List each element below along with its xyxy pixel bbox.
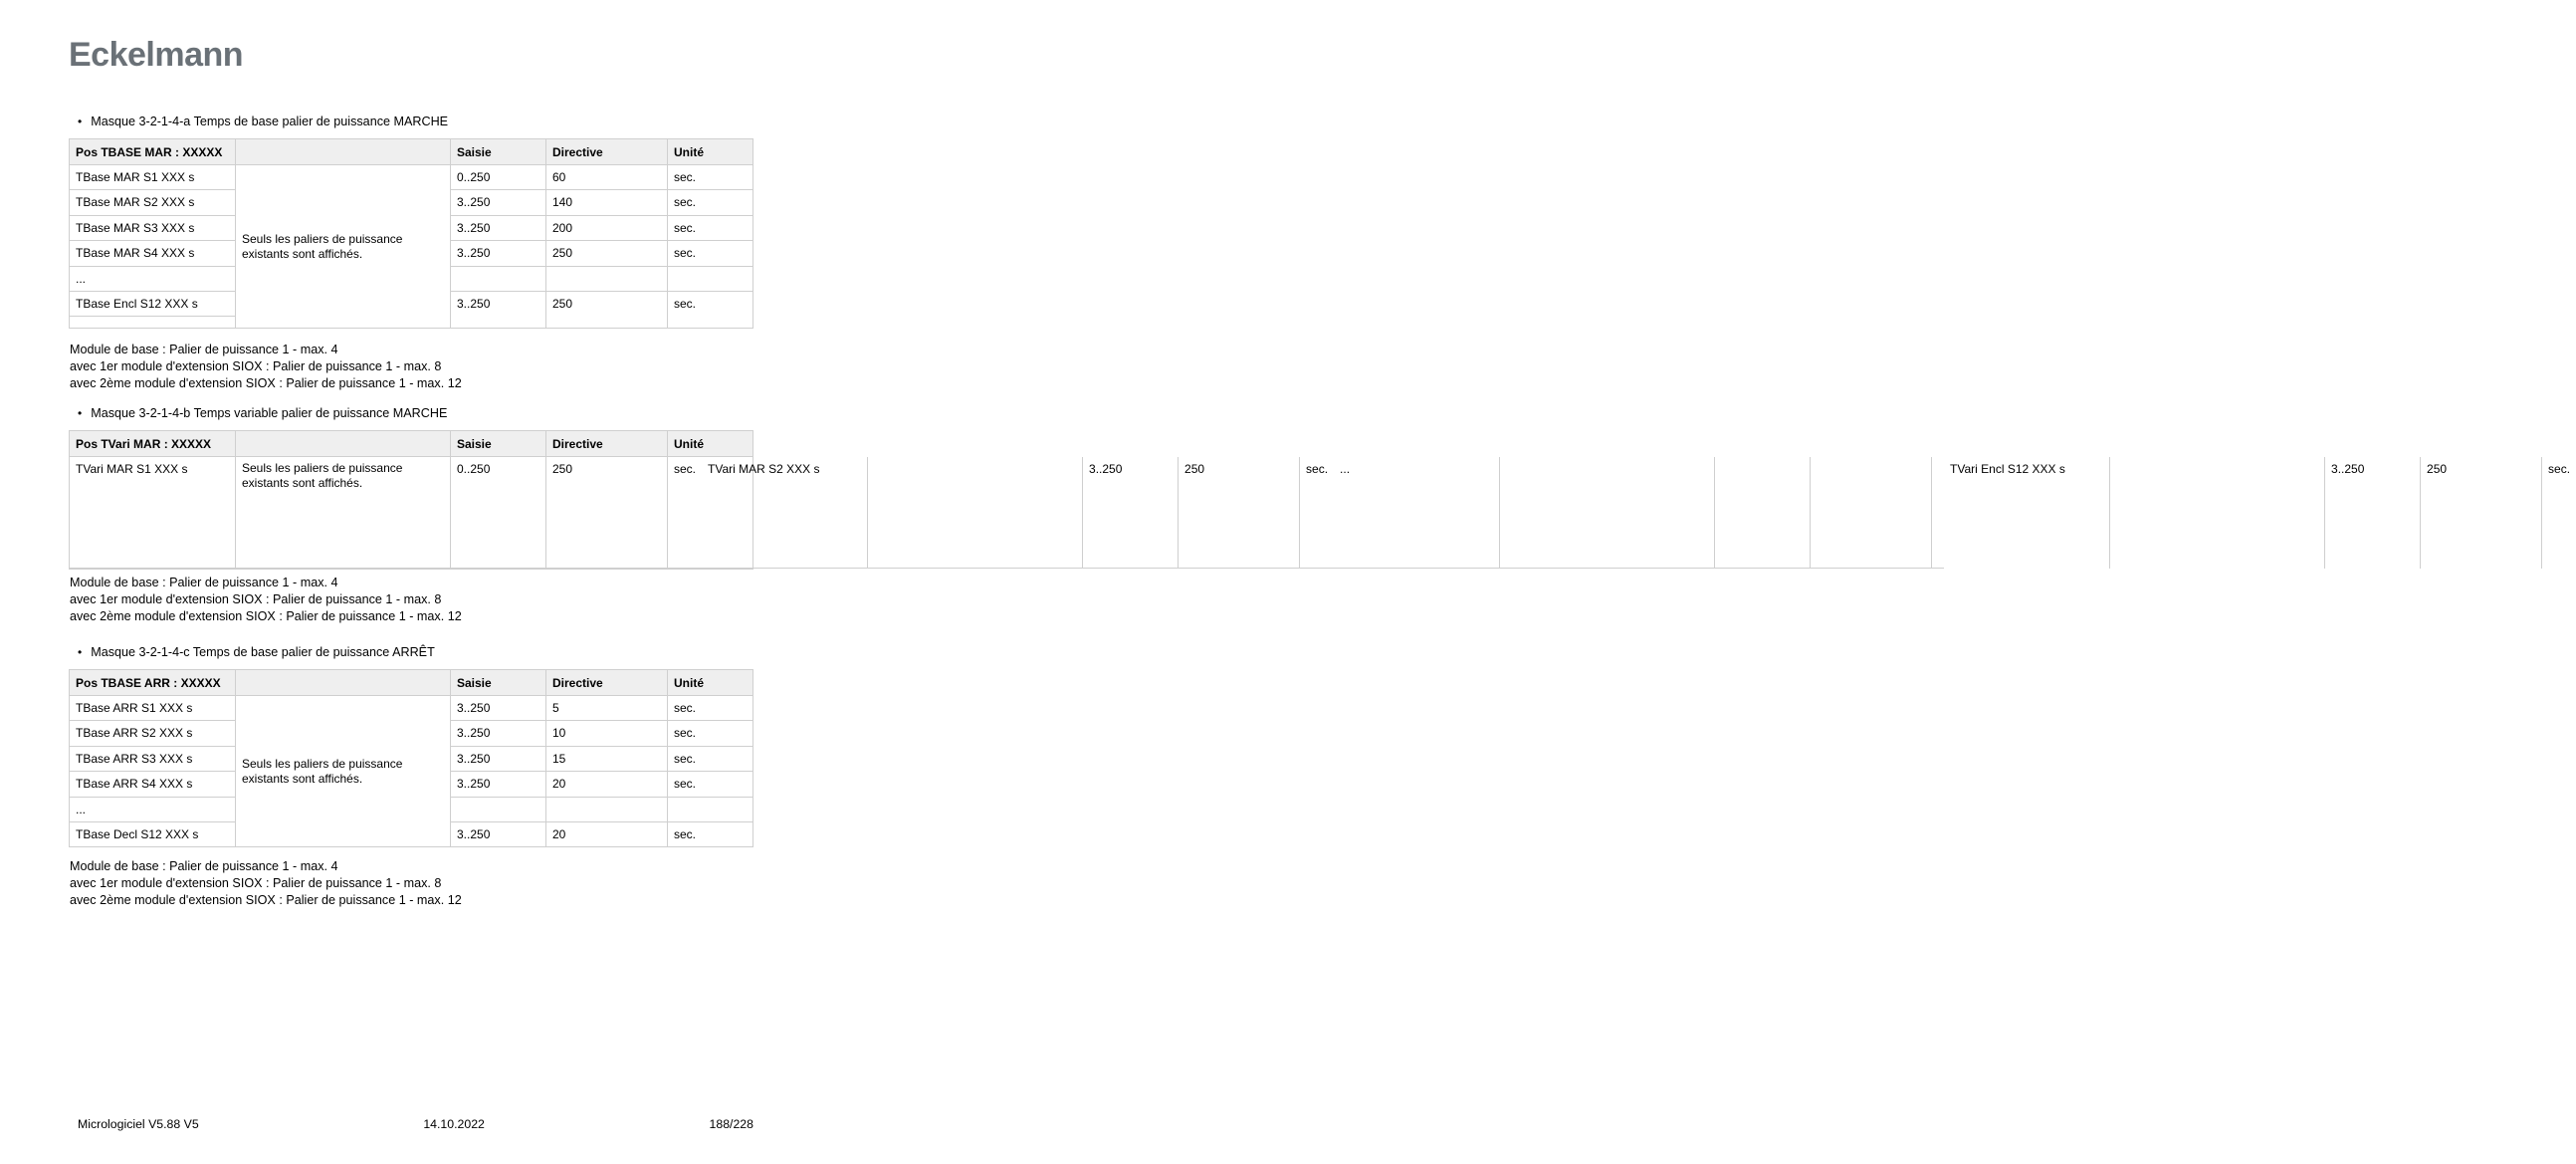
values-row xyxy=(451,696,752,721)
module-note-line: Module de base : Palier de puissance 1 - max. 4 xyxy=(70,576,338,589)
cell-unite xyxy=(668,267,752,291)
cell-label: TBase MAR S4 XXX s xyxy=(70,241,235,266)
cell-label: TBase Encl S12 XXX s xyxy=(70,292,235,317)
cell-unite: sec. xyxy=(674,826,697,841)
header-cell-spacer xyxy=(236,670,451,695)
cell-saisie: 3..250 xyxy=(451,721,546,745)
table-row xyxy=(1944,457,2576,569)
cell-saisie: 3..250 xyxy=(451,292,546,328)
cell-saisie: 3..250 xyxy=(451,216,546,240)
table-header-row xyxy=(70,139,752,165)
module-note-line: avec 2ème module d'extension SIOX : Palier de puissance 1 - max. 12 xyxy=(70,609,462,623)
section-heading-a-text: Masque 3-2-1-4-a Temps de base palier de puissance MARCHE xyxy=(91,115,449,128)
table-row xyxy=(702,457,1334,569)
table-row xyxy=(70,457,702,569)
module-note-line: avec 2ème module d'extension SIOX : Palier de puissance 1 - max. 12 xyxy=(70,376,462,390)
label-column xyxy=(70,165,236,328)
cell-label: TBase MAR S2 XXX s xyxy=(70,190,235,215)
header-cell-unite: Unité xyxy=(674,145,704,159)
cell-saisie: 3..250 xyxy=(451,696,546,720)
table-body xyxy=(70,696,752,846)
cell-directive: 250 xyxy=(546,292,668,328)
cell-unite: sec. xyxy=(674,462,697,476)
table-body xyxy=(70,165,752,328)
cell-directive: 10 xyxy=(546,721,668,745)
cell-description xyxy=(1500,457,1715,568)
cell-unite: sec. xyxy=(2548,462,2571,476)
header-cell-directive: Directive xyxy=(546,670,668,695)
cell-saisie xyxy=(451,798,546,821)
cell-unite: sec. xyxy=(1306,462,1329,476)
module-note-line: Module de base : Palier de puissance 1 - max. 4 xyxy=(70,859,338,873)
cell-directive xyxy=(546,267,668,291)
cell-directive: 20 xyxy=(546,772,668,796)
cell-unite: sec. xyxy=(674,296,697,311)
section-heading-b xyxy=(78,405,447,422)
cell-label: ... xyxy=(1334,457,1500,568)
values-row xyxy=(451,292,752,328)
cell-directive: 250 xyxy=(1179,457,1300,568)
cell-label: TBase Decl S12 XXX s xyxy=(76,826,199,841)
cell-saisie: 3..250 xyxy=(451,190,546,214)
table-tbase-mar xyxy=(69,138,753,329)
description-merged-cell xyxy=(236,165,451,328)
values-row xyxy=(451,267,752,292)
cell-directive: 15 xyxy=(546,747,668,771)
values-row xyxy=(451,190,752,215)
label-column xyxy=(70,696,236,846)
values-column-group xyxy=(451,165,752,328)
cell-description xyxy=(2110,457,2325,569)
values-row xyxy=(451,165,752,190)
eckelmann-logo: Eckelmann xyxy=(69,36,244,74)
footer-version: Micrologiciel V5.88 V5 xyxy=(78,1117,199,1131)
cell-label: TVari MAR S2 XXX s xyxy=(702,457,868,568)
cell-unite: sec. xyxy=(674,701,697,715)
module-note-line: avec 1er module d'extension SIOX : Palier de puissance 1 - max. 8 xyxy=(70,359,442,373)
cell-unite: sec. xyxy=(674,220,697,235)
module-note-b xyxy=(70,575,462,625)
header-cell-unite: Unité xyxy=(674,437,704,451)
module-note-line: Module de base : Palier de puissance 1 - max. 4 xyxy=(70,343,338,356)
cell-directive: 20 xyxy=(546,822,668,846)
cell-unite xyxy=(668,798,752,821)
bullet-icon: • xyxy=(78,645,83,659)
bullet-icon: • xyxy=(78,115,83,128)
module-note-line: avec 2ème module d'extension SIOX : Palier de puissance 1 - max. 12 xyxy=(70,893,462,907)
cell-label: TBase ARR S2 XXX s xyxy=(70,721,235,746)
header-cell-pos: Pos TBASE MAR : XXXXX xyxy=(70,139,236,164)
cell-label: ... xyxy=(70,798,235,822)
cell-directive: 60 xyxy=(546,165,668,189)
description-merged-cell xyxy=(236,696,451,846)
header-cell-directive: Directive xyxy=(546,139,668,164)
cell-label: TBase ARR S3 XXX s xyxy=(70,747,235,772)
footer-date: 14.10.2022 xyxy=(423,1117,485,1131)
bullet-icon: • xyxy=(78,406,83,420)
table-header-row xyxy=(70,670,752,696)
values-row xyxy=(451,798,752,822)
cell-unite: sec. xyxy=(674,170,697,184)
cell-saisie xyxy=(451,267,546,291)
cell-directive: 5 xyxy=(546,696,668,720)
cell-description: Seuls les paliers de puissance existants sont affichés. xyxy=(236,457,451,568)
section-heading-a xyxy=(78,114,448,130)
cell-saisie: 3..250 xyxy=(2325,457,2421,569)
table-row xyxy=(1334,457,1944,569)
cell-saisie: 0..250 xyxy=(451,457,546,568)
cell-label: TBase ARR S1 XXX s xyxy=(70,696,235,721)
cell-label: ... xyxy=(70,267,235,292)
header-cell-directive: Directive xyxy=(546,431,668,456)
cell-unite: sec. xyxy=(674,751,697,766)
header-cell-spacer xyxy=(236,139,451,164)
description-text: Seuls les paliers de puissance existants sont affichés. xyxy=(242,231,403,261)
cell-directive: 200 xyxy=(546,216,668,240)
cell-unite xyxy=(1932,457,1944,568)
header-cell-saisie: Saisie xyxy=(451,139,546,164)
cell-saisie: 3..250 xyxy=(1083,457,1179,568)
values-row xyxy=(451,747,752,772)
header-cell-pos: Pos TVari MAR : XXXXX xyxy=(70,431,236,456)
section-heading-b-text: Masque 3-2-1-4-b Temps variable palier de puissance MARCHE xyxy=(91,406,448,420)
cell-saisie xyxy=(1715,457,1811,568)
header-cell-pos: Pos TBASE ARR : XXXXX xyxy=(70,670,236,695)
cell-saisie: 3..250 xyxy=(451,241,546,265)
footer-page-number: 188/228 xyxy=(709,1117,753,1131)
section-heading-c xyxy=(78,644,435,661)
module-note-line: avec 1er module d'extension SIOX : Palier de puissance 1 - max. 8 xyxy=(70,876,442,890)
cell-label: TBase ARR S4 XXX s xyxy=(70,772,235,797)
module-note-line: avec 1er module d'extension SIOX : Palier de puissance 1 - max. 8 xyxy=(70,592,442,606)
values-row xyxy=(451,216,752,241)
cell-unite: sec. xyxy=(674,195,697,210)
values-row xyxy=(451,721,752,746)
cell-saisie: 3..250 xyxy=(451,747,546,771)
module-note-c xyxy=(70,858,462,909)
table-header-row xyxy=(70,431,752,457)
cell-saisie: 3..250 xyxy=(451,822,546,846)
cell-directive xyxy=(546,798,668,821)
cell-unite: sec. xyxy=(674,726,697,741)
header-cell-unite: Unité xyxy=(674,676,704,690)
table-body xyxy=(70,457,2571,569)
section-heading-c-text: Masque 3-2-1-4-c Temps de base palier de puissance ARRÊT xyxy=(91,645,435,659)
values-row xyxy=(451,241,752,266)
cell-label: TVari MAR S1 XXX s xyxy=(70,457,236,568)
header-cell-saisie: Saisie xyxy=(451,670,546,695)
values-row xyxy=(451,772,752,797)
cell-directive: 250 xyxy=(546,241,668,265)
cell-directive: 250 xyxy=(546,457,668,568)
values-column-group xyxy=(451,696,752,846)
description-text: Seuls les paliers de puissance existants sont affichés. xyxy=(242,756,403,786)
values-row xyxy=(451,822,752,846)
cell-saisie: 3..250 xyxy=(451,772,546,796)
module-note-a xyxy=(70,342,462,392)
cell-directive: 140 xyxy=(546,190,668,214)
cell-saisie: 0..250 xyxy=(451,165,546,189)
table-tbase-arr xyxy=(69,669,753,847)
header-cell-spacer xyxy=(236,431,451,456)
cell-description xyxy=(868,457,1083,568)
table-tvari-mar xyxy=(69,430,2571,570)
filler-cell xyxy=(70,317,235,328)
cell-label: TBase MAR S3 XXX s xyxy=(70,216,235,241)
header-cell-saisie: Saisie xyxy=(451,431,546,456)
cell-directive xyxy=(1811,457,1932,568)
cell-label: TBase MAR S1 XXX s xyxy=(70,165,235,190)
cell-label: TVari Encl S12 XXX s xyxy=(1944,457,2110,569)
cell-directive: 250 xyxy=(2421,457,2542,569)
cell-unite: sec. xyxy=(674,246,697,261)
cell-unite: sec. xyxy=(674,777,697,792)
page-footer xyxy=(78,1117,753,1131)
